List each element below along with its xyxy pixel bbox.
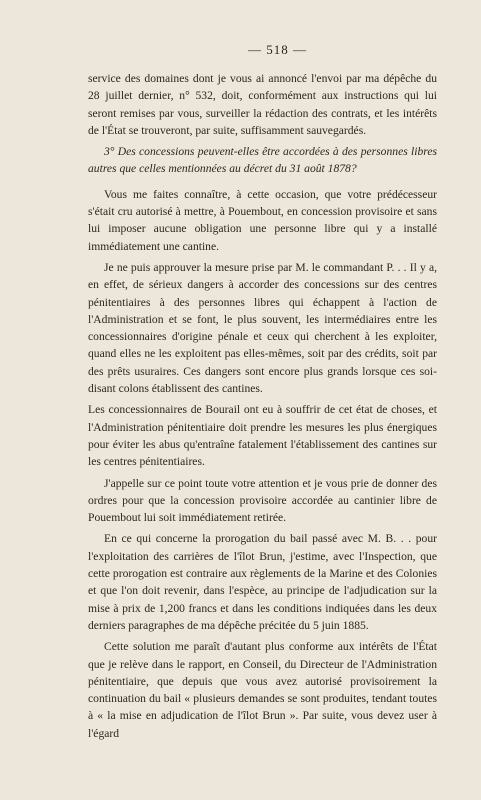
paragraph: Vous me faites connaître, à cette occasion, que votre prédécesseur s'était cru autorisé à mettre, à Pouembout, en concession provisoire et sans lui imposer aucune obligation une personne libre qui y a installé immédiatement une cantine. <box>88 187 437 253</box>
paragraph-continuation: service des domaines dont je vous ai annoncé l'envoi par ma dépêche du 28 juillet dernier, n° 532, doit, conformément aux instructions qui lui seront remises par vous, surveiller la rédaction des contrats, et les intérêts de l'État se trouveront, par suite, suffisamment sauvegardés. <box>88 72 437 137</box>
paragraph: J'appelle sur ce point toute votre attention et je vous prie de donner des ordres pour que la concession provisoire accordée au cantinier libre de Pouembout lui soit immédiatement retirée. <box>88 476 437 525</box>
paragraph: Je ne puis approuver la mesure prise par M. le commandant P. . . Il y a, en effet, de sérieux dangers à accorder des concessions sur des centres pénitentiaires à des personnes libres qui échappent à l'action de l'Administration et se font, le plus souvent, les intermédiaires entre les concessionnaires d'origine pénale et ceux qui cherchent à les exploiter, quand elles ne les exploitent pas elles-mêmes, soit par des crédits, soit par des prêts usuraires. Ces dangers sont encore plus grands lorsque ces soi-disant colons établissent des cantines. <box>88 260 437 396</box>
paragraph: Cette solution me paraît d'autant plus conforme aux intérêts de l'État que je relève dans le rapport, en Conseil, du Directeur de l'Administration pénitentiaire, que depuis que vous avez autorisé provisoirement la continuation du bail « plusieurs demandes se sont produites, tendant toutes à « la mise en adjudication de l'îlot Brun ». Par suite, vous devez user à l'égard <box>88 640 437 740</box>
paragraph: Les concessionnaires de Bourail ont eu à souffrir de cet état de choses, et l'Administration pénitentiaire doit prendre les mesures les plus énergiques pour éviter les abus qu'entraîne fatalement l'établissement des cantines sur les centres pénitentiaires. <box>88 403 437 469</box>
page-number: — 518 — <box>248 42 307 57</box>
section-heading: 3° Des concessions peuvent-elles être accordées à des personnes libres autres que celles mentionnées au décret du 31 août 1878? <box>88 145 437 176</box>
paragraph: En ce qui concerne la prorogation du bail passé avec M. B. . . pour l'exploitation des carrières de l'îlot Brun, j'estime, avec l'Inspection, que cette prorogation est contraire aux règlements de la Marine et des Colonies et que l'on doit revenir, dans l'espèce, au principe de l'adjudication sur la mise à prix de 1,200 francs et dans les conditions indiquées dans les deux derniers paragraphes de ma dépêche précitée du 5 juin 1885. <box>88 532 437 632</box>
